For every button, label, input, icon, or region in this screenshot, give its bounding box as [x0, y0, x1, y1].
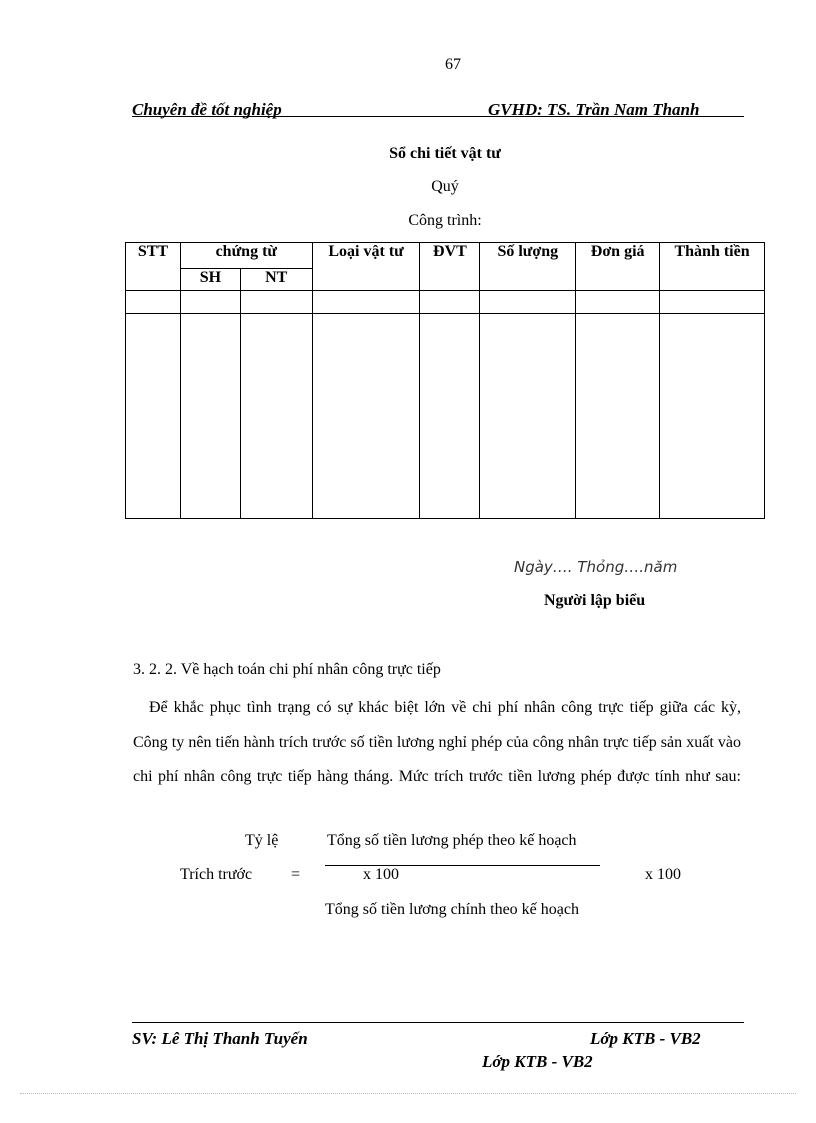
col-material-type: Loại vật tư — [312, 243, 420, 291]
signature-date-line: Ngày…. Thỏng….năm — [514, 558, 678, 576]
page-number: 67 — [445, 56, 461, 73]
formula-ratio-label: Tỷ lệ — [245, 832, 279, 849]
col-voucher-nt: NT — [240, 269, 312, 291]
body-paragraph: Để khắc phục tình trạng có sự khác biệt lớn về chi phí nhân công trực tiếp giữa các kỳ, Công ty nên tiến hành trích trước số tiền lương nghỉ phép của công nhân trực tiếp sản xuất vào chi phí nhân công trực tiếp hàng tháng. Mức trích trước tiền lương phép được tính như sau: — [133, 699, 741, 785]
col-voucher-sh: SH — [180, 269, 240, 291]
footer-rule — [132, 1022, 744, 1023]
col-amount: Thành tiền — [660, 243, 765, 291]
col-unit-price: Đơn giá — [576, 243, 660, 291]
ledger-title: Sổ chi tiết vật tư — [389, 145, 501, 162]
formula-times-outer: x 100 — [645, 866, 681, 883]
col-stt: STT — [126, 243, 181, 291]
table-row — [126, 291, 765, 314]
material-ledger-table — [125, 242, 765, 519]
signature-role: Người lập biểu — [544, 592, 646, 609]
header-rule — [132, 116, 744, 117]
col-quantity: Số lượng — [480, 243, 576, 291]
header-thesis-title: Chuyên đề tốt nghiệp — [132, 100, 282, 119]
footer-class-repeat: Lớp KTB - VB2 — [482, 1052, 593, 1071]
quarter-label: Quý — [431, 178, 459, 195]
col-unit: ĐVT — [420, 243, 480, 291]
header-supervisor: GVHD: TS. Trần Nam Thanh — [488, 100, 700, 119]
table-row — [126, 314, 765, 519]
section-heading: 3. 2. 2. Về hạch toán chi phí nhân công trực tiếp — [133, 661, 441, 678]
project-label: Công trình: — [408, 212, 482, 229]
footer-student: SV: Lê Thị Thanh Tuyến — [132, 1029, 308, 1048]
formula-times-inner: x 100 — [363, 866, 399, 883]
table-header-row — [126, 243, 765, 269]
formula-numerator: Tổng số tiền lương phép theo kế hoạch — [327, 832, 577, 849]
page-bottom-divider — [20, 1093, 796, 1094]
formula-left-label: Trích trước — [180, 866, 253, 883]
formula-equals: = — [291, 866, 301, 883]
footer-class: Lớp KTB - VB2 — [590, 1029, 701, 1048]
formula-denominator: Tổng số tiền lương chính theo kế hoạch — [325, 901, 579, 918]
col-voucher: chứng từ — [180, 243, 312, 269]
